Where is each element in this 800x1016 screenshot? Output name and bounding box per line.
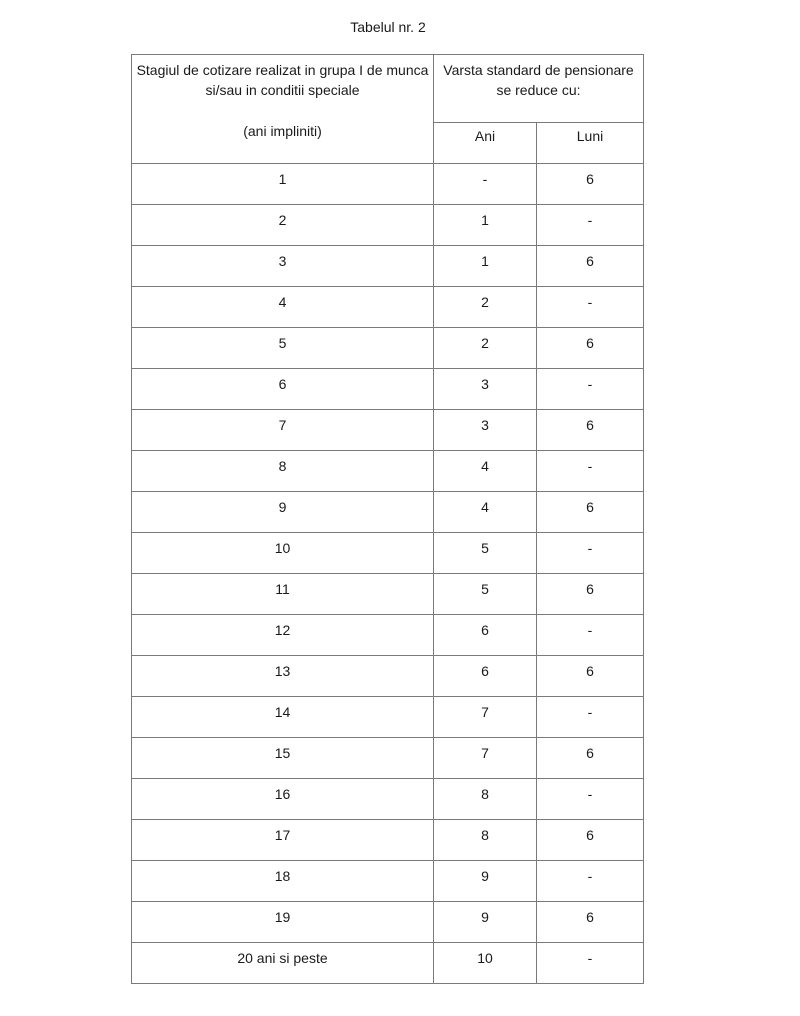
cell-stagiu-value: 11 bbox=[275, 581, 290, 597]
cell-months bbox=[537, 902, 644, 943]
cell-stagiu-value: 2 bbox=[278, 212, 287, 228]
cell-months-value: - bbox=[587, 868, 593, 884]
cell-months bbox=[537, 943, 644, 984]
table-row bbox=[132, 246, 644, 287]
header-stagiu-line1: Stagiul de cotizare realizat in grupa I de munca bbox=[136, 62, 429, 78]
cell-years-value: 4 bbox=[481, 499, 489, 515]
table-row bbox=[132, 328, 644, 369]
cell-months-value: - bbox=[587, 540, 593, 556]
cell-years bbox=[434, 738, 537, 779]
cell-stagiu bbox=[132, 697, 434, 738]
cell-years-value: 7 bbox=[481, 704, 489, 720]
cell-months bbox=[537, 738, 644, 779]
table-row bbox=[132, 656, 644, 697]
cell-stagiu-value: 17 bbox=[274, 827, 291, 843]
cell-years-value: 4 bbox=[481, 458, 489, 474]
cell-stagiu bbox=[132, 574, 434, 615]
cell-years bbox=[434, 492, 537, 533]
table-row bbox=[132, 779, 644, 820]
cell-months-value: - bbox=[587, 950, 593, 966]
table-row bbox=[132, 410, 644, 451]
cell-stagiu bbox=[132, 410, 434, 451]
cell-stagiu bbox=[132, 328, 434, 369]
cell-stagiu bbox=[132, 943, 434, 984]
cell-months-value: 6 bbox=[586, 499, 594, 515]
cell-months bbox=[537, 328, 644, 369]
cell-months bbox=[537, 287, 644, 328]
cell-years bbox=[434, 574, 537, 615]
table-row bbox=[132, 697, 644, 738]
header-months-label: Luni bbox=[576, 128, 604, 144]
cell-stagiu bbox=[132, 861, 434, 902]
table-row bbox=[132, 943, 644, 984]
cell-years-value: 1 bbox=[481, 212, 489, 228]
cell-months-value: 6 bbox=[586, 745, 594, 761]
cell-months-value: - bbox=[587, 458, 593, 474]
cell-stagiu bbox=[132, 287, 434, 328]
table-row bbox=[132, 820, 644, 861]
cell-years-value: 7 bbox=[481, 745, 489, 761]
cell-years bbox=[434, 779, 537, 820]
cell-months-value: 6 bbox=[586, 335, 594, 351]
cell-years bbox=[434, 451, 537, 492]
cell-months-value: - bbox=[587, 376, 593, 392]
table-row bbox=[132, 205, 644, 246]
table-row bbox=[132, 533, 644, 574]
cell-years-value: 10 bbox=[477, 950, 493, 966]
cell-stagiu-value: 3 bbox=[278, 253, 287, 269]
cell-years bbox=[434, 287, 537, 328]
cell-stagiu bbox=[132, 451, 434, 492]
cell-years bbox=[434, 943, 537, 984]
cell-years-value: 8 bbox=[481, 786, 489, 802]
cell-stagiu-value: 6 bbox=[278, 376, 287, 392]
cell-years bbox=[434, 164, 537, 205]
header-reduction-group bbox=[434, 55, 644, 123]
cell-months bbox=[537, 164, 644, 205]
cell-stagiu bbox=[132, 738, 434, 779]
cell-years-value: 9 bbox=[481, 909, 489, 925]
cell-stagiu bbox=[132, 492, 434, 533]
header-row bbox=[132, 55, 644, 123]
cell-months bbox=[537, 779, 644, 820]
cell-months bbox=[537, 861, 644, 902]
table-row bbox=[132, 369, 644, 410]
cell-stagiu-value: 14 bbox=[274, 704, 291, 720]
cell-years-value: 3 bbox=[481, 417, 489, 433]
cell-months-value: - bbox=[587, 294, 593, 310]
cell-stagiu-value: 20 ani si peste bbox=[237, 950, 328, 966]
cell-stagiu-value: 15 bbox=[274, 745, 291, 761]
cell-stagiu-value: 18 bbox=[274, 868, 291, 884]
cell-stagiu bbox=[132, 164, 434, 205]
table-row bbox=[132, 451, 644, 492]
cell-months bbox=[537, 820, 644, 861]
cell-stagiu-value: 19 bbox=[274, 909, 291, 925]
cell-stagiu-value: 16 bbox=[274, 786, 291, 802]
cell-years bbox=[434, 205, 537, 246]
table-row bbox=[132, 615, 644, 656]
cell-stagiu bbox=[132, 779, 434, 820]
header-reduction-line2: se reduce cu: bbox=[496, 82, 581, 98]
cell-stagiu-value: 7 bbox=[278, 417, 287, 433]
table-row bbox=[132, 287, 644, 328]
table-row bbox=[132, 902, 644, 943]
cell-years bbox=[434, 820, 537, 861]
cell-years bbox=[434, 902, 537, 943]
cell-years bbox=[434, 656, 537, 697]
cell-years bbox=[434, 369, 537, 410]
cell-years-value: 5 bbox=[481, 581, 489, 597]
cell-years-value: 2 bbox=[481, 294, 489, 310]
cell-months-value: - bbox=[587, 622, 593, 638]
cell-stagiu-value: 13 bbox=[274, 663, 291, 679]
cell-years bbox=[434, 246, 537, 287]
cell-months-value: - bbox=[587, 212, 593, 228]
header-years-label: Ani bbox=[474, 128, 496, 144]
header-stagiu bbox=[132, 55, 434, 164]
cell-months bbox=[537, 410, 644, 451]
cell-years bbox=[434, 697, 537, 738]
cell-stagiu bbox=[132, 205, 434, 246]
cell-stagiu bbox=[132, 902, 434, 943]
cell-stagiu-value: 9 bbox=[278, 499, 287, 515]
header-reduction-line1: Varsta standard de pensionare bbox=[443, 62, 634, 78]
cell-years-value: - bbox=[482, 171, 488, 187]
cell-stagiu bbox=[132, 656, 434, 697]
cell-months bbox=[537, 246, 644, 287]
cell-years bbox=[434, 861, 537, 902]
table-caption: Tabelul nr. 2 bbox=[350, 19, 426, 35]
cell-months bbox=[537, 533, 644, 574]
cell-months-value: 6 bbox=[586, 827, 594, 843]
cell-stagiu bbox=[132, 615, 434, 656]
header-stagiu-line3: (ani impliniti) bbox=[243, 123, 322, 139]
cell-months bbox=[537, 697, 644, 738]
cell-months bbox=[537, 574, 644, 615]
cell-years-value: 2 bbox=[481, 335, 489, 351]
table-row bbox=[132, 492, 644, 533]
cell-months bbox=[537, 492, 644, 533]
header-stagiu-line2: si/sau in conditii speciale bbox=[205, 82, 360, 98]
cell-stagiu-value: 12 bbox=[274, 622, 291, 638]
cell-stagiu bbox=[132, 246, 434, 287]
cell-months bbox=[537, 656, 644, 697]
cell-stagiu-value: 8 bbox=[278, 458, 287, 474]
cell-years-value: 3 bbox=[481, 376, 489, 392]
cell-stagiu bbox=[132, 820, 434, 861]
table-row bbox=[132, 738, 644, 779]
cell-stagiu-value: 10 bbox=[274, 540, 291, 556]
cell-months-value: 6 bbox=[586, 253, 594, 269]
cell-months-value: 6 bbox=[586, 417, 594, 433]
cell-months bbox=[537, 205, 644, 246]
cell-years bbox=[434, 533, 537, 574]
cell-months bbox=[537, 451, 644, 492]
cell-stagiu bbox=[132, 369, 434, 410]
cell-months-value: 6 bbox=[586, 581, 594, 597]
table-row bbox=[132, 164, 644, 205]
cell-months bbox=[537, 369, 644, 410]
cell-months-value: - bbox=[587, 786, 593, 802]
cell-years bbox=[434, 615, 537, 656]
cell-stagiu bbox=[132, 533, 434, 574]
cell-months-value: 6 bbox=[586, 663, 594, 679]
table-row bbox=[132, 861, 644, 902]
pension-reduction-table bbox=[131, 54, 644, 984]
header-months bbox=[537, 123, 644, 164]
cell-stagiu-value: 5 bbox=[278, 335, 287, 351]
cell-years-value: 6 bbox=[481, 622, 489, 638]
cell-years-value: 6 bbox=[481, 663, 489, 679]
cell-years-value: 5 bbox=[481, 540, 489, 556]
header-years bbox=[434, 123, 537, 164]
cell-months-value: - bbox=[587, 704, 593, 720]
cell-years bbox=[434, 328, 537, 369]
cell-months-value: 6 bbox=[586, 909, 594, 925]
cell-stagiu-value: 4 bbox=[278, 294, 287, 310]
cell-years-value: 1 bbox=[481, 253, 489, 269]
table-row bbox=[132, 574, 644, 615]
cell-years-value: 8 bbox=[481, 827, 489, 843]
cell-years bbox=[434, 410, 537, 451]
cell-months-value: 6 bbox=[586, 171, 594, 187]
cell-months bbox=[537, 615, 644, 656]
cell-stagiu-value: 1 bbox=[278, 171, 287, 187]
cell-years-value: 9 bbox=[481, 868, 489, 884]
